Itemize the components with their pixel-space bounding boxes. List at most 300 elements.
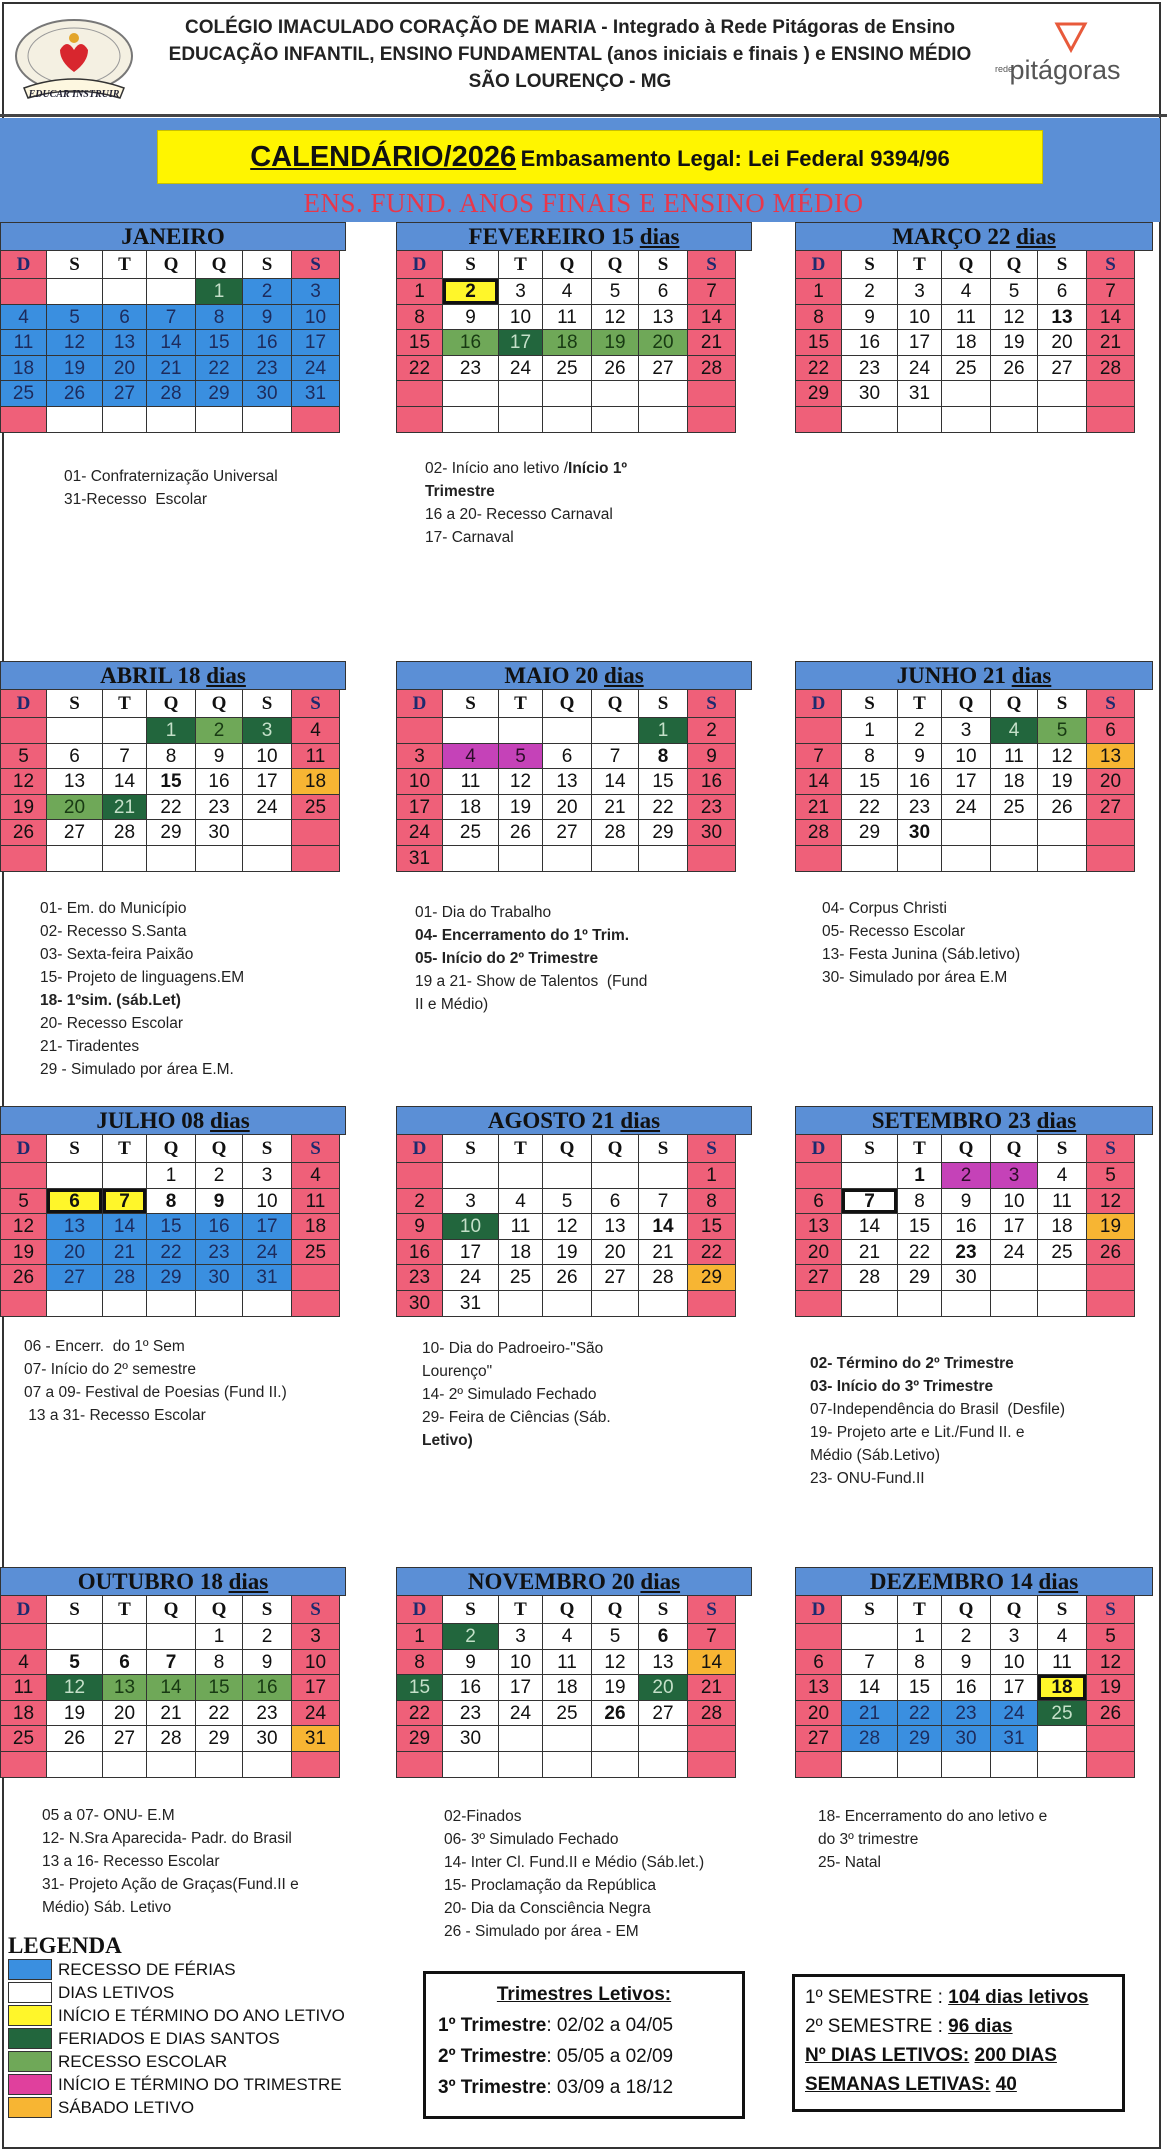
empty-cell bbox=[442, 845, 499, 872]
day-cell: 13 bbox=[638, 304, 688, 331]
day-cell: 9 bbox=[897, 743, 942, 770]
day-cell: 26 bbox=[0, 819, 47, 846]
empty-cell bbox=[897, 1290, 942, 1317]
day-cell: 29 bbox=[897, 1264, 942, 1291]
day-cell: 28 bbox=[146, 1725, 196, 1752]
day-cell: 23 bbox=[396, 1264, 443, 1291]
day-cell: 22 bbox=[897, 1700, 942, 1727]
day-cell: 2 bbox=[195, 717, 243, 744]
empty-cell bbox=[542, 845, 592, 872]
empty-cell bbox=[442, 717, 499, 744]
day-cell: 30 bbox=[687, 819, 736, 846]
day-cell: 1 bbox=[841, 717, 898, 744]
day-cell: 8 bbox=[687, 1188, 736, 1215]
day-cell: 23 bbox=[941, 1239, 991, 1266]
weekday-header: Q bbox=[591, 250, 639, 279]
legend-title: LEGENDA bbox=[8, 1933, 122, 1958]
weekday-header: Q bbox=[146, 1134, 196, 1163]
note-line: 23- ONU-Fund.II bbox=[810, 1470, 925, 1487]
day-cell: 14 bbox=[591, 768, 639, 795]
day-cell: 15 bbox=[897, 1674, 942, 1701]
day-cell: 7 bbox=[146, 304, 196, 331]
day-cell: 22 bbox=[687, 1239, 736, 1266]
day-cell: 8 bbox=[195, 1649, 243, 1676]
day-cell: 22 bbox=[638, 794, 688, 821]
day-cell: 8 bbox=[396, 304, 443, 331]
day-cell: 10 bbox=[990, 1649, 1038, 1676]
empty-cell bbox=[591, 1162, 639, 1189]
day-cell: 12 bbox=[1037, 743, 1087, 770]
day-cell: 28 bbox=[102, 1264, 147, 1291]
empty-cell bbox=[638, 1162, 688, 1189]
weekday-header: S bbox=[638, 250, 688, 279]
note-line: 06 - Encerr. do 1º Sem bbox=[24, 1338, 185, 1355]
empty-cell bbox=[1037, 406, 1087, 433]
day-cell: 15 bbox=[687, 1213, 736, 1240]
empty-cell bbox=[638, 845, 688, 872]
day-cell: 14 bbox=[687, 1649, 736, 1676]
legend-label: RECESSO ESCOLAR bbox=[58, 2052, 228, 2071]
note-line: 26 - Simulado por área - EM bbox=[444, 1923, 639, 1940]
empty-cell bbox=[990, 1290, 1038, 1317]
empty-cell bbox=[638, 1290, 688, 1317]
empty-cell bbox=[795, 1623, 842, 1650]
day-cell: 16 bbox=[941, 1674, 991, 1701]
day-cell: 25 bbox=[542, 355, 592, 382]
day-cell: 10 bbox=[990, 1188, 1038, 1215]
note-line: Médio (Sáb.Letivo) bbox=[810, 1447, 941, 1464]
empty-cell bbox=[795, 1290, 842, 1317]
day-cell: 29 bbox=[195, 1725, 243, 1752]
weekday-header: Q bbox=[990, 1595, 1038, 1624]
empty-cell bbox=[46, 1751, 103, 1778]
school-line-2: EDUCAÇÃO INFANTIL, ENSINO FUNDAMENTAL (anos iniciais e finais ) e ENSINO MÉDIO bbox=[168, 44, 972, 65]
empty-cell bbox=[841, 1751, 898, 1778]
calendar-title: CALENDÁRIO/2026 bbox=[250, 141, 517, 173]
day-cell: 9 bbox=[841, 304, 898, 331]
note-line: 07 a 09- Festival de Poesias (Fund II.) bbox=[24, 1384, 287, 1401]
weekday-header: S bbox=[1037, 1595, 1087, 1624]
day-cell: 31 bbox=[897, 380, 942, 407]
weekday-header: Q bbox=[990, 689, 1038, 718]
day-cell: 17 bbox=[990, 1213, 1038, 1240]
empty-cell bbox=[990, 845, 1038, 872]
day-cell: 18 bbox=[1037, 1213, 1087, 1240]
empty-cell bbox=[46, 278, 103, 305]
note-line: 04- Corpus Christi bbox=[822, 900, 947, 917]
day-cell: 28 bbox=[1086, 355, 1135, 382]
note-line: 04- Encerramento do 1º Trim. bbox=[415, 927, 630, 944]
day-cell: 1 bbox=[195, 1623, 243, 1650]
day-cell: 2 bbox=[195, 1162, 243, 1189]
day-cell: 18 bbox=[442, 794, 499, 821]
empty-cell bbox=[795, 717, 842, 744]
empty-cell bbox=[1037, 845, 1087, 872]
empty-cell bbox=[990, 406, 1038, 433]
empty-cell bbox=[195, 1290, 243, 1317]
day-cell: 28 bbox=[841, 1264, 898, 1291]
month-title: NOVEMBRO 20 dias bbox=[396, 1567, 752, 1596]
day-cell: 13 bbox=[102, 1674, 147, 1701]
note-line: 29 - Simulado por área E.M. bbox=[40, 1061, 234, 1078]
legal-basis: Embasamento Legal: Lei Federal 9394/96 bbox=[520, 146, 950, 171]
day-cell: 13 bbox=[795, 1674, 842, 1701]
legend-swatch bbox=[8, 1982, 52, 2003]
day-cell: 16 bbox=[242, 1674, 292, 1701]
day-cell: 12 bbox=[542, 1213, 592, 1240]
day-cell: 11 bbox=[542, 304, 592, 331]
weekday-header: S bbox=[291, 250, 340, 279]
empty-cell bbox=[0, 1162, 47, 1189]
day-cell: 3 bbox=[396, 743, 443, 770]
day-cell: 22 bbox=[396, 1700, 443, 1727]
empty-cell bbox=[1086, 1751, 1135, 1778]
day-cell: 19 bbox=[990, 329, 1038, 356]
day-cell: 11 bbox=[291, 743, 340, 770]
day-cell: 29 bbox=[841, 819, 898, 846]
brand-name: pitágoras bbox=[1009, 55, 1121, 85]
note-line: 03- Início do 3º Trimestre bbox=[810, 1378, 994, 1395]
weekday-header: Q bbox=[195, 250, 243, 279]
empty-cell bbox=[897, 845, 942, 872]
weekday-header: Q bbox=[146, 689, 196, 718]
day-cell: 3 bbox=[498, 1623, 543, 1650]
note-line: Letivo) bbox=[422, 1432, 473, 1449]
empty-cell bbox=[542, 406, 592, 433]
empty-cell bbox=[291, 1290, 340, 1317]
day-cell: 4 bbox=[990, 717, 1038, 744]
day-cell: 24 bbox=[498, 355, 543, 382]
day-cell: 17 bbox=[498, 1674, 543, 1701]
day-cell: 30 bbox=[841, 380, 898, 407]
day-cell: 27 bbox=[1086, 794, 1135, 821]
weekday-header: Q bbox=[542, 1134, 592, 1163]
weekday-header: T bbox=[102, 250, 147, 279]
day-cell: 28 bbox=[687, 1700, 736, 1727]
empty-cell bbox=[542, 1290, 592, 1317]
school-name bbox=[160, 14, 980, 95]
day-cell: 29 bbox=[396, 1725, 443, 1752]
legend-label: FERIADOS E DIAS SANTOS bbox=[58, 2029, 280, 2048]
day-cell: 28 bbox=[591, 819, 639, 846]
day-cell: 12 bbox=[0, 1213, 47, 1240]
weekday-header: S bbox=[1037, 1134, 1087, 1163]
legend-item bbox=[8, 2050, 408, 2073]
day-cell: 19 bbox=[1037, 768, 1087, 795]
day-cell: 17 bbox=[291, 1674, 340, 1701]
day-cell: 31 bbox=[396, 845, 443, 872]
empty-cell bbox=[46, 1290, 103, 1317]
day-cell: 15 bbox=[396, 1674, 443, 1701]
weekday-header: D bbox=[396, 1595, 443, 1624]
trimestre-2: 2º Trimestre: 05/05 a 02/09 bbox=[438, 2046, 674, 2067]
empty-cell bbox=[591, 717, 639, 744]
day-cell: 19 bbox=[1086, 1674, 1135, 1701]
empty-cell bbox=[795, 1162, 842, 1189]
day-cell: 18 bbox=[291, 1213, 340, 1240]
day-cell: 15 bbox=[146, 1213, 196, 1240]
day-cell: 6 bbox=[795, 1188, 842, 1215]
day-cell: 19 bbox=[0, 794, 47, 821]
day-cell: 11 bbox=[990, 743, 1038, 770]
note-line: 01- Em. do Município bbox=[40, 900, 187, 917]
empty-cell bbox=[291, 845, 340, 872]
empty-cell bbox=[1037, 819, 1087, 846]
day-cell: 1 bbox=[195, 278, 243, 305]
empty-cell bbox=[591, 1290, 639, 1317]
day-cell: 5 bbox=[498, 743, 543, 770]
day-cell: 30 bbox=[242, 1725, 292, 1752]
day-cell: 27 bbox=[46, 819, 103, 846]
day-cell: 17 bbox=[442, 1239, 499, 1266]
empty-cell bbox=[841, 1290, 898, 1317]
day-cell: 26 bbox=[46, 1725, 103, 1752]
day-cell: 17 bbox=[897, 329, 942, 356]
day-cell: 5 bbox=[591, 278, 639, 305]
legend-label: INÍCIO E TÉRMINO DO TRIMESTRE bbox=[58, 2075, 342, 2094]
month-title: ABRIL 18 dias bbox=[0, 661, 346, 690]
note-line: 05 a 07- ONU- E.M bbox=[42, 1807, 175, 1824]
day-cell: 16 bbox=[897, 768, 942, 795]
empty-cell bbox=[242, 1751, 292, 1778]
legend-label: DIAS LETIVOS bbox=[58, 1983, 175, 2002]
day-cell: 17 bbox=[990, 1674, 1038, 1701]
day-cell: 25 bbox=[1037, 1700, 1087, 1727]
legend-swatch bbox=[8, 2097, 52, 2118]
day-cell: 31 bbox=[990, 1725, 1038, 1752]
day-cell: 7 bbox=[638, 1188, 688, 1215]
note-line: 07-Independência do Brasil (Desfile) bbox=[810, 1401, 1066, 1418]
day-cell: 21 bbox=[841, 1239, 898, 1266]
svg-text:EDUCAR INSTRUIR: EDUCAR INSTRUIR bbox=[28, 89, 120, 100]
day-cell: 6 bbox=[638, 278, 688, 305]
day-cell: 28 bbox=[687, 355, 736, 382]
day-cell: 27 bbox=[795, 1264, 842, 1291]
note-line: 07- Início do 2º semestre bbox=[24, 1361, 196, 1378]
day-cell: 18 bbox=[498, 1239, 543, 1266]
school-logo bbox=[10, 16, 138, 106]
note-line: Trimestre bbox=[425, 483, 495, 500]
empty-cell bbox=[687, 406, 736, 433]
day-cell: 14 bbox=[795, 768, 842, 795]
day-cell: 29 bbox=[146, 819, 196, 846]
day-cell: 26 bbox=[498, 819, 543, 846]
note-line: 25- Natal bbox=[818, 1854, 881, 1871]
empty-cell bbox=[291, 819, 340, 846]
day-cell: 24 bbox=[242, 1239, 292, 1266]
weekday-header: T bbox=[102, 1134, 147, 1163]
weekday-header: D bbox=[795, 250, 842, 279]
day-cell: 1 bbox=[146, 717, 196, 744]
weekday-header: S bbox=[1086, 1134, 1135, 1163]
trimestre-1: 1º Trimestre: 02/02 a 04/05 bbox=[438, 2015, 674, 2036]
day-cell: 1 bbox=[146, 1162, 196, 1189]
weekday-header: D bbox=[396, 1134, 443, 1163]
day-cell: 16 bbox=[195, 768, 243, 795]
legend-item bbox=[8, 2004, 408, 2027]
day-cell: 27 bbox=[46, 1264, 103, 1291]
day-cell: 20 bbox=[638, 1674, 688, 1701]
weekday-header: Q bbox=[941, 250, 991, 279]
day-cell: 21 bbox=[102, 794, 147, 821]
notes-setembro bbox=[810, 1352, 1065, 1490]
day-cell: 17 bbox=[242, 768, 292, 795]
empty-cell bbox=[195, 845, 243, 872]
note-line: 20- Dia da Consciência Negra bbox=[444, 1900, 651, 1917]
day-cell: 26 bbox=[542, 1264, 592, 1291]
note-line: 18- Encerramento do ano letivo e bbox=[818, 1808, 1048, 1825]
weekday-header: Q bbox=[941, 689, 991, 718]
day-cell: 30 bbox=[195, 1264, 243, 1291]
day-cell: 3 bbox=[498, 278, 543, 305]
day-cell: 6 bbox=[542, 743, 592, 770]
summary-total: Nº DIAS LETIVOS: 200 DIAS bbox=[805, 2045, 1057, 2066]
day-cell: 16 bbox=[687, 768, 736, 795]
month-title: MAIO 20 dias bbox=[396, 661, 752, 690]
day-cell: 12 bbox=[1086, 1188, 1135, 1215]
empty-cell bbox=[146, 278, 196, 305]
day-cell: 11 bbox=[498, 1213, 543, 1240]
day-cell: 1 bbox=[897, 1623, 942, 1650]
day-cell: 6 bbox=[102, 304, 147, 331]
day-cell: 18 bbox=[542, 329, 592, 356]
empty-cell bbox=[0, 406, 47, 433]
day-cell: 6 bbox=[1086, 717, 1135, 744]
day-cell: 1 bbox=[396, 278, 443, 305]
day-cell: 16 bbox=[242, 329, 292, 356]
day-cell: 10 bbox=[442, 1213, 499, 1240]
legend-label: RECESSO DE FÉRIAS bbox=[58, 1960, 236, 1979]
day-cell: 19 bbox=[591, 329, 639, 356]
day-cell: 3 bbox=[291, 278, 340, 305]
note-line: II e Médio) bbox=[415, 996, 489, 1013]
note-line: 14- Inter Cl. Fund.II e Médio (Sáb.let.) bbox=[444, 1854, 705, 1871]
empty-cell bbox=[897, 406, 942, 433]
day-cell: 21 bbox=[687, 329, 736, 356]
empty-cell bbox=[941, 845, 991, 872]
weekday-header: D bbox=[795, 1595, 842, 1624]
day-cell: 1 bbox=[795, 278, 842, 305]
day-cell: 29 bbox=[146, 1264, 196, 1291]
weekday-header: S bbox=[841, 1595, 898, 1624]
pitagoras-triangle-icon bbox=[1053, 20, 1089, 54]
empty-cell bbox=[990, 1751, 1038, 1778]
day-cell: 27 bbox=[102, 380, 147, 407]
school-line-1: COLÉGIO IMACULADO CORAÇÃO DE MARIA - Integrado à Rede Pitágoras de Ensino bbox=[185, 17, 955, 38]
empty-cell bbox=[941, 1290, 991, 1317]
day-cell: 25 bbox=[0, 380, 47, 407]
day-cell: 13 bbox=[638, 1649, 688, 1676]
empty-cell bbox=[841, 1623, 898, 1650]
weekday-header: S bbox=[291, 689, 340, 718]
day-cell: 5 bbox=[46, 1649, 103, 1676]
day-cell: 19 bbox=[0, 1239, 47, 1266]
day-cell: 11 bbox=[1037, 1649, 1087, 1676]
day-cell: 22 bbox=[146, 1239, 196, 1266]
day-cell: 21 bbox=[795, 794, 842, 821]
day-cell: 2 bbox=[897, 717, 942, 744]
day-cell: 18 bbox=[0, 355, 47, 382]
day-cell: 3 bbox=[897, 278, 942, 305]
legend bbox=[8, 1934, 408, 2119]
day-cell: 5 bbox=[990, 278, 1038, 305]
day-cell: 29 bbox=[687, 1264, 736, 1291]
trimestre-3: 3º Trimestre: 03/09 a 18/12 bbox=[438, 2077, 674, 2098]
note-line: 13 a 31- Recesso Escolar bbox=[24, 1407, 206, 1424]
weekday-header: T bbox=[102, 1595, 147, 1624]
empty-cell bbox=[498, 1162, 543, 1189]
notes-junho bbox=[822, 897, 1020, 989]
weekday-header: S bbox=[46, 1595, 103, 1624]
empty-cell bbox=[291, 1751, 340, 1778]
day-cell: 19 bbox=[591, 1674, 639, 1701]
day-cell: 4 bbox=[1037, 1162, 1087, 1189]
day-cell: 22 bbox=[841, 794, 898, 821]
legend-item bbox=[8, 1958, 408, 1981]
calendar-subtitle: ENS. FUND. ANOS FINAIS E ENSINO MÉDIO bbox=[303, 188, 864, 218]
note-line: 12- N.Sra Aparecida- Padr. do Brasil bbox=[42, 1830, 292, 1847]
school-line-3: SÃO LOURENÇO - MG bbox=[468, 71, 672, 92]
day-cell: 5 bbox=[0, 743, 47, 770]
empty-cell bbox=[0, 717, 47, 744]
empty-cell bbox=[1037, 380, 1087, 407]
day-cell: 19 bbox=[46, 1700, 103, 1727]
weekday-header: S bbox=[442, 1595, 499, 1624]
day-cell: 23 bbox=[941, 1700, 991, 1727]
day-cell: 15 bbox=[195, 1674, 243, 1701]
day-cell: 30 bbox=[242, 380, 292, 407]
day-cell: 7 bbox=[102, 743, 147, 770]
day-cell: 30 bbox=[941, 1264, 991, 1291]
month-title: AGOSTO 21 dias bbox=[396, 1106, 752, 1135]
empty-cell bbox=[542, 380, 592, 407]
weekday-header: S bbox=[442, 250, 499, 279]
note-line: 02-Finados bbox=[444, 1808, 522, 1825]
day-cell: 13 bbox=[102, 329, 147, 356]
weekday-header: T bbox=[498, 1595, 543, 1624]
day-cell: 11 bbox=[442, 768, 499, 795]
empty-cell bbox=[46, 406, 103, 433]
day-cell: 5 bbox=[542, 1188, 592, 1215]
day-cell: 14 bbox=[1086, 304, 1135, 331]
weekday-header: Q bbox=[591, 1595, 639, 1624]
day-cell: 23 bbox=[841, 355, 898, 382]
day-cell: 23 bbox=[195, 794, 243, 821]
day-cell: 15 bbox=[146, 768, 196, 795]
notes-janeiro bbox=[64, 465, 278, 511]
day-cell: 12 bbox=[591, 1649, 639, 1676]
day-cell: 4 bbox=[498, 1188, 543, 1215]
empty-cell bbox=[102, 1751, 147, 1778]
notes-maio bbox=[415, 901, 647, 1016]
day-cell: 10 bbox=[498, 1649, 543, 1676]
empty-cell bbox=[0, 1290, 47, 1317]
empty-cell bbox=[941, 406, 991, 433]
weekday-header: S bbox=[46, 1134, 103, 1163]
day-cell: 9 bbox=[941, 1188, 991, 1215]
empty-cell bbox=[638, 406, 688, 433]
weekday-header: S bbox=[242, 1595, 292, 1624]
empty-cell bbox=[498, 380, 543, 407]
day-cell: 14 bbox=[841, 1213, 898, 1240]
trimestres-title: Trimestres Letivos: bbox=[496, 1984, 672, 2005]
empty-cell bbox=[1037, 1751, 1087, 1778]
notes-agosto bbox=[422, 1337, 611, 1452]
day-cell: 30 bbox=[396, 1290, 443, 1317]
day-cell: 4 bbox=[542, 1623, 592, 1650]
legend-label: SÁBADO LETIVO bbox=[58, 2098, 195, 2117]
month-title: JANEIRO bbox=[0, 222, 346, 251]
